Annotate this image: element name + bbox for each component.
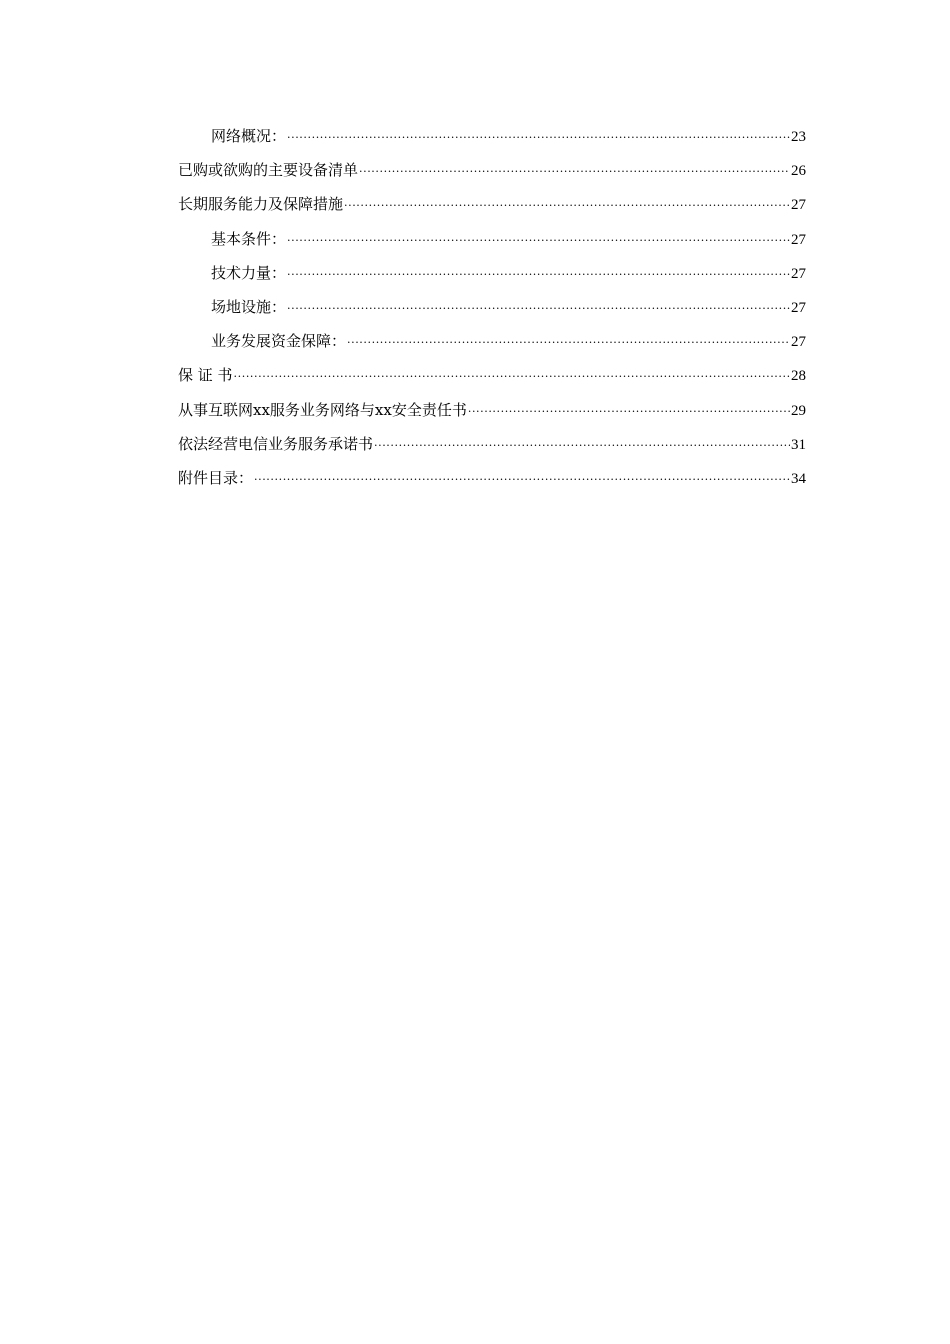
toc-dot-leader [347,328,790,352]
toc-entry[interactable] [178,363,806,397]
toc-entry-title: 技术力量： [211,263,287,282]
toc-dot-leader [287,260,790,284]
toc-entry-page: 27 [791,265,806,282]
toc-dot-leader [344,191,790,215]
toc-entry-title: 业务发展资金保障： [211,332,347,351]
toc-dot-leader [359,157,790,181]
toc-dot-leader [254,465,790,489]
toc-entry[interactable] [178,398,806,432]
toc-entry[interactable] [178,124,806,158]
toc-dot-leader [374,431,790,455]
toc-entry-title: 依法经营电信业务服务承诺书 [178,434,374,453]
toc-entry-title: 附件目录： [178,468,254,487]
toc-entry-page: 34 [791,470,806,487]
toc-entry[interactable] [178,261,806,295]
toc-dot-leader [234,362,790,386]
toc-entry-page: 27 [791,231,806,248]
toc-entry-page: 31 [791,436,806,453]
toc-entry-page: 29 [791,402,806,419]
toc-entry-page: 27 [791,334,806,351]
toc-entry-title: 场地设施： [211,297,287,316]
toc-entry[interactable] [178,227,806,261]
toc-entry-title: 网络概况： [211,127,287,145]
toc-entry-page: 26 [791,163,806,180]
toc-dot-leader [468,397,790,421]
toc-entry-page: 28 [791,368,806,385]
toc-entry-page: 27 [791,299,806,316]
toc-entry-page: 23 [791,129,806,145]
toc-entry-title: 基本条件： [211,229,287,248]
toc-entry-title: 已购或欲购的主要设备清单 [178,161,359,180]
toc-entry[interactable] [178,192,806,226]
toc-entry[interactable] [178,158,806,192]
toc-entry-title: 从事互联网xx服务业务网络与xx安全责任书 [178,400,467,419]
toc-entry-page: 27 [791,197,806,214]
toc-entry[interactable] [178,295,806,329]
table-of-contents [178,124,806,500]
toc-entry[interactable] [178,466,806,500]
toc-entry[interactable] [178,432,806,466]
toc-entry-title: 保 证 书 [178,366,233,385]
toc-dot-leader [287,226,790,250]
toc-dot-leader [287,123,790,147]
toc-entry-title: 长期服务能力及保障措施 [178,195,344,214]
toc-entry[interactable] [178,329,806,363]
toc-dot-leader [287,294,790,318]
